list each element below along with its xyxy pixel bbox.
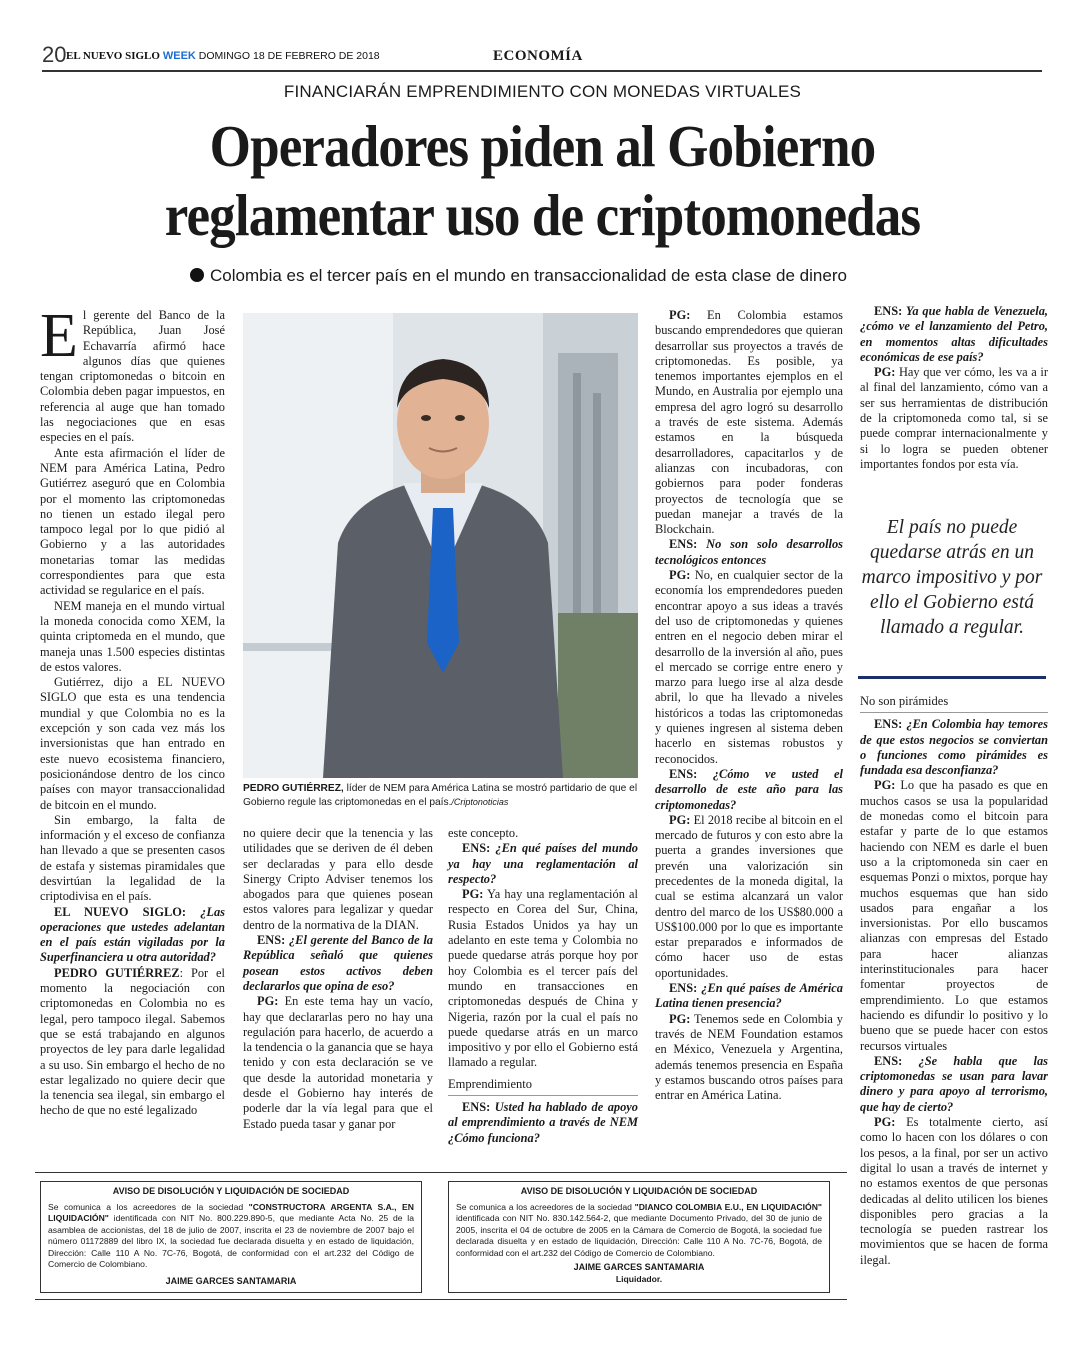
section-subtitle: No son pirámides — [860, 694, 1048, 713]
caption-name: PEDRO GUTIÉRREZ, — [243, 783, 344, 794]
paragraph: Ante esta afirmación el líder de NEM para América Latina, Pedro Gutiérrez aseguró que en Colombia por el momento las criptomonedas no tienen un estado ilegal pero tampoco legal por lo que pidió al Gobierno y a las autoridades monetarias tomar las medidas correspondientes para que esta actividad se regularice en el país. — [40, 445, 225, 598]
answer-label: PEDRO GUTIÉRREZ — [54, 965, 180, 980]
interview-question — [448, 1100, 638, 1146]
interview-answer — [243, 994, 433, 1132]
headline — [90, 112, 995, 250]
section-subtitle: Emprendimiento — [448, 1077, 638, 1096]
publication-name: EL NUEVO SIGLO — [66, 50, 160, 62]
question-label: ENS: — [669, 981, 698, 996]
question-text: ¿Se habla que las criptomonedas se usan para lavar dinero y para apoyo al terrorismo, que hay de cierto? — [860, 1053, 1048, 1114]
notice-role: Liquidador. — [615, 1273, 663, 1284]
interview-answer — [860, 778, 1048, 1053]
notice-text: Se comunica a los acreedores de la sociedad — [456, 1201, 635, 1212]
subhead-text: Colombia es el tercer país en el mundo en transaccionalidad de esta clase de dinero — [210, 266, 847, 285]
kicker: FINANCIARÁN EMPRENDIMIENTO CON MONEDAS VIRTUALES — [283, 82, 802, 101]
answer-label: PG: — [669, 568, 691, 583]
question-label: ENS: — [669, 766, 698, 781]
article-column-5-bottom — [860, 694, 1048, 1268]
notice-text: Se comunica a los acreedores de la sociedad — [48, 1201, 249, 1212]
answer-label: PG: — [874, 365, 896, 380]
answer-text: En Colombia estamos buscando emprendedores que quieran desarrollar sus proyectos a través de criptomonedas. Es posible, ya tenemos importantes ejemplos en el Mundo, en Australia por ejemplo una empresa del agro logró su desarrollo a través de este sistema. Además estamos en la búsqueda desarrolladores, capacitarlos y de alianzas con incubadoras, con gobiernos para poder fonderas proyectos de tecnología que se puedan manejar a través de la Blockchain. — [655, 308, 843, 537]
interview-answer — [655, 1012, 843, 1104]
interview-question — [448, 841, 638, 887]
legal-notice-1 — [40, 1181, 422, 1293]
paragraph: l gerente del Banco de la República, Juan José Echavarría afirmó hace algunos días que quienes tengan criptomonedas o bitcoin en Colombia deben pagar impuestos, en referencia al auge que han tomado las negociaciones que en esas especies en el país. — [40, 308, 225, 445]
answer-text: Tenemos sede en Colombia y través de NEM Foundation estamos en México, Venezuela y Argentina, además tenemos presencia en España y estamos buscando otros países para entrar en América Latina. — [655, 1011, 843, 1103]
question-text: ¿El gerente del Banco de la República señaló que quienes posean estos activos deben declararlos que opina de eso? — [243, 933, 433, 993]
interview-question — [655, 981, 843, 1012]
interview-question — [860, 1054, 1048, 1115]
portrait-photo — [243, 313, 638, 778]
question-text: No son solo desarrollos tecnológicos entonces — [655, 537, 843, 567]
answer-label: PG: — [669, 812, 691, 827]
answer-label: PG: — [257, 994, 279, 1009]
question-label: ENS: — [874, 304, 903, 318]
notice-company: "DIANCO COLOMBIA E.U., EN LIQUIDACIÓN" — [634, 1201, 822, 1212]
paragraph: este concepto. — [448, 826, 519, 840]
interview-answer — [448, 887, 638, 1071]
question-label: ENS: — [874, 1053, 903, 1068]
answer-label: PG: — [874, 778, 896, 793]
notice-text: identificada con NIT No. 800.229.890-5, que mediante Acta No. 25 de la asamblea de accionistas, del 18 de julio de 2007, inscrita el 23 de noviembre de 2007 bajo el número 01172889 del libro IX, la sociedad fue declarada disuelta y en estado de liquidación, Dirección: Calle 110 A No. 7C-76, Bogotá, de conformidad con el art.232 del Código de Comercio de Colombiano. — [48, 1213, 414, 1269]
question-text: ¿Las operaciones que ustedes adelantan en el país están vigiladas por la Superfinanciera u otra autoridad? — [40, 904, 225, 965]
paragraph: Sin embargo, la falta de información y el exceso de confianza han llevado a que se presenten casos de estafa y sistemas piramidales que desvirtúan la legalidad de la criptodivisa en el país. — [40, 812, 225, 904]
article-column-5-top — [860, 304, 1048, 472]
answer-label: PG: — [669, 308, 691, 322]
interview-answer — [860, 365, 1048, 472]
answer-text: Es totalmente cierto, así como lo hacen con los dólares o con los pesos, a la final, por ser un activo digital lo usan a través de internet y no estamos exentos de que personas dedicadas al delito utilicen los bienes disponibles pero gracias a la tecnología se pueden rastrear los movimientos que se hacen de forma ilegal. — [860, 1115, 1048, 1267]
question-text: Usted ha hablado de apoyo al emprendimiento a través de NEM ¿Cómo funciona? — [448, 1100, 638, 1145]
interview-question — [860, 717, 1048, 778]
legal-notice-2 — [448, 1181, 830, 1293]
question-label: ENS: — [257, 933, 286, 948]
answer-label: PG: — [669, 1011, 691, 1026]
article-column-4 — [655, 308, 843, 1103]
headline-line-1: Operadores piden al Gobierno — [209, 113, 876, 179]
photo-caption — [243, 782, 638, 809]
interview-question — [655, 537, 843, 568]
answer-text: No, en cualquier sector de la economía los emprendedores pueden encontrar apoyo a sus ideas a través del uso de criptomonedas y quienes entren en el negocio deben mirar el desarrollo de la inversión al año, pues el mercado se corrige entre enero y marzo para luego irse al alza desde abril, lo que ha llevado a niveles históricos a todas las criptomonedas y quienes ingresen al sistema deben hacerlo en sistemas robustos y reconocidos. — [655, 568, 843, 766]
notice-body — [456, 1202, 822, 1260]
article-column-1 — [40, 302, 226, 1119]
interview-question — [40, 905, 225, 966]
paragraph: no quiere decir que la tenencia y las utilidades que se deriven de él deben ser declaradas y para ello desde Sinergy Cripto Adviser tenemos los abogados para que quienes posean estos valores para legalizar y quedar dentro de la normativa de la DIAN. — [243, 826, 433, 932]
answer-text: Ya hay una reglamentación al respecto en Corea del Sur, China, Rusia Estados Unidos ya hay un adelanto en este tema y Colombia no puede quedarse atrás porque hoy por hoy Colombia es el tercer país del mundo en transacciones en criptomonedas después de China y Nigeria, razón por la cual el país no puede quedarse atrás en un marco impositivo y por ello el Gobierno está llamado a regular. — [448, 887, 638, 1070]
interview-answer — [40, 966, 225, 1119]
subhead — [190, 266, 847, 286]
answer-label: PG: — [874, 1115, 896, 1130]
notice-signature: JAIME GARCES SANTAMARIA — [573, 1262, 705, 1272]
question-text: ¿En qué países de América Latina tienen presencia? — [655, 981, 843, 1011]
interview-question — [655, 767, 843, 813]
section-name: ECONOMÍA — [493, 48, 583, 64]
caption-credit: /Criptonoticias — [451, 796, 509, 807]
question-text: Ya que habla de Venezuela, ¿cómo ve el lanzamiento del Petro, en momentos altas dificultades económicas de ese país? — [860, 304, 1048, 364]
interview-question — [243, 933, 433, 994]
interview-answer — [655, 813, 843, 981]
answer-text: En este tema hay un vacío, hay que declararlas pero no hay una regulación para hacerlo, de acuerdo a la tendencia o la ganancia que se haya tenido y con esta declaración se ve que desde la autoridad monetaria y desde el Gobierno hay interés de poderle dar la vía legal para que el Estado pueda tasar y ganar por — [243, 994, 433, 1131]
question-label: EL NUEVO SIGLO: — [54, 904, 187, 919]
notice-title: AVISO DE DISOLUCIÓN Y LIQUIDACIÓN DE SOCIEDAD — [520, 1186, 758, 1196]
legal-notices — [35, 1172, 847, 1300]
question-text: ¿En qué países del mundo ya hay una reglamentación al respecto? — [448, 841, 638, 886]
masthead — [66, 50, 380, 62]
answer-text: El 2018 recibe al bitcoin en el mercado de futuros y con esto abre la puerta a grandes inversiones que prevén una valorización sin precedentes de la moneda digital, la cual se estima alcanzará un valor dentro del marco de los US$80.000 a US$100.000 por lo que es importante estar preparados e informados de cómo hacer uso de estas oportunidades. — [655, 812, 843, 980]
issue-date: DOMINGO 18 DE FEBRERO DE 2018 — [198, 50, 380, 62]
notice-text: identificada con NIT No. 830.142.564-2, que mediante Documento Privado, del 30 de junio de 2005, inscrita el 04 de octubre de 2005 en la Cámara de Comercio de Bogotá, la sociedad fue declarada disuelta y en estado de liquidación, Dirección: Calle 110 A No. 7C-76, Bogotá, de conformidad con el art.232 del Código de Comercio de Colombiano. — [456, 1213, 822, 1258]
notice-body — [48, 1202, 414, 1271]
portrait-illustration — [243, 313, 638, 778]
article-column-2 — [243, 826, 433, 1132]
question-label: ENS: — [462, 841, 491, 856]
header-rule — [42, 70, 1042, 72]
interview-answer — [655, 308, 843, 537]
pull-quote: El país no puede quedarse atrás en un marco impositivo y por ello el Gobierno está llamado a regular. — [861, 517, 1043, 638]
paragraph: NEM maneja en el mundo virtual la moneda conocida como XEM, la quinta criptomeda en el mundo, que maneja unas 1.500 especies distintas de estos valores. — [40, 598, 225, 674]
interview-answer — [655, 568, 843, 767]
headline-line-2: reglamentar uso de criptomonedas — [164, 182, 921, 248]
bullet-icon — [190, 268, 204, 282]
publication-week: WEEK — [162, 50, 196, 62]
article-column-3 — [448, 826, 638, 1146]
notice-company: "CONSTRUCTORA ARGENTA S.A., EN LIQUIDACIÓN" — [48, 1201, 414, 1223]
answer-text: : Por el momento la negociación con criptomonedas en Colombia no es legal, pero tampoco ilegal. Sabemos que se está trabajando en algunos proyectos de ley para darle legalidad a su uso. Sin embargo el hecho de no estar legalizado no quiere decir que la tenencia sea ilegal, sin embargo el hecho de que no esté legalizado — [40, 965, 226, 1118]
question-label: ENS: — [874, 717, 903, 732]
paragraph: Gutiérrez, dijo a EL NUEVO SIGLO que esta es una tendencia mundial y que Colombia no es la excepción y son cada vez más los inversionistas que han entrado en este nuevo ecosistema financiero, posicionándose dentro de los cinco países con mayor transaccionalidad de bitcoin en el mundo. — [40, 675, 225, 812]
answer-text: Hay que ver cómo, les va a ir al final del lanzamiento, cómo van a ser sus herramientas de distribución de la criptomoneda como tal, si se puede comprar internacionalmente y si lo logra se pueden obtener importantes fondos por esta vía. — [860, 365, 1048, 471]
question-text: ¿En Colombia hay temores de que estos negocios se conviertan o funciones como pirámides es fundada esa desconfianza? — [860, 717, 1048, 778]
interview-answer — [860, 1115, 1048, 1268]
notice-title: AVISO DE DISOLUCIÓN Y LIQUIDACIÓN DE SOCIEDAD — [112, 1186, 350, 1196]
drop-cap: E — [40, 302, 78, 370]
notice-signature: JAIME GARCES SANTAMARIA — [165, 1275, 297, 1286]
answer-text: Lo que ha pasado es que en muchos casos se usa la popularidad de monedas como el bitcoin para estafar y parte de lo que estamos haciendo con NEM es darle el buen uso a la criptomoneda sin caer en esquemas Ponzi o mixtos, porque hay muchos esquemas que han sido usados para engañar a los inversionistas. Por ello buscamos alianzas con empresas del Estado para hacer alianzas interinstitucionales para hacer fomentar proyectos de emprendimiento. Lo que estamos haciendo es difundir lo positivo y lo bueno que se puede hacer con estos recursos virtuales — [860, 778, 1048, 1053]
answer-label: PG: — [462, 887, 484, 902]
question-label: ENS: — [669, 537, 698, 552]
page-number: 20 — [42, 42, 67, 67]
interview-question — [860, 304, 1048, 365]
pull-quote-rule — [858, 676, 1046, 679]
question-text: ¿Cómo ve usted el desarrollo de este año para las criptomonedas? — [655, 766, 843, 812]
question-label: ENS: — [462, 1100, 491, 1115]
caption-text: líder de NEM para América Latina se mostró partidario de que el Gobierno regule las criptomonedas en el país. — [243, 783, 638, 808]
